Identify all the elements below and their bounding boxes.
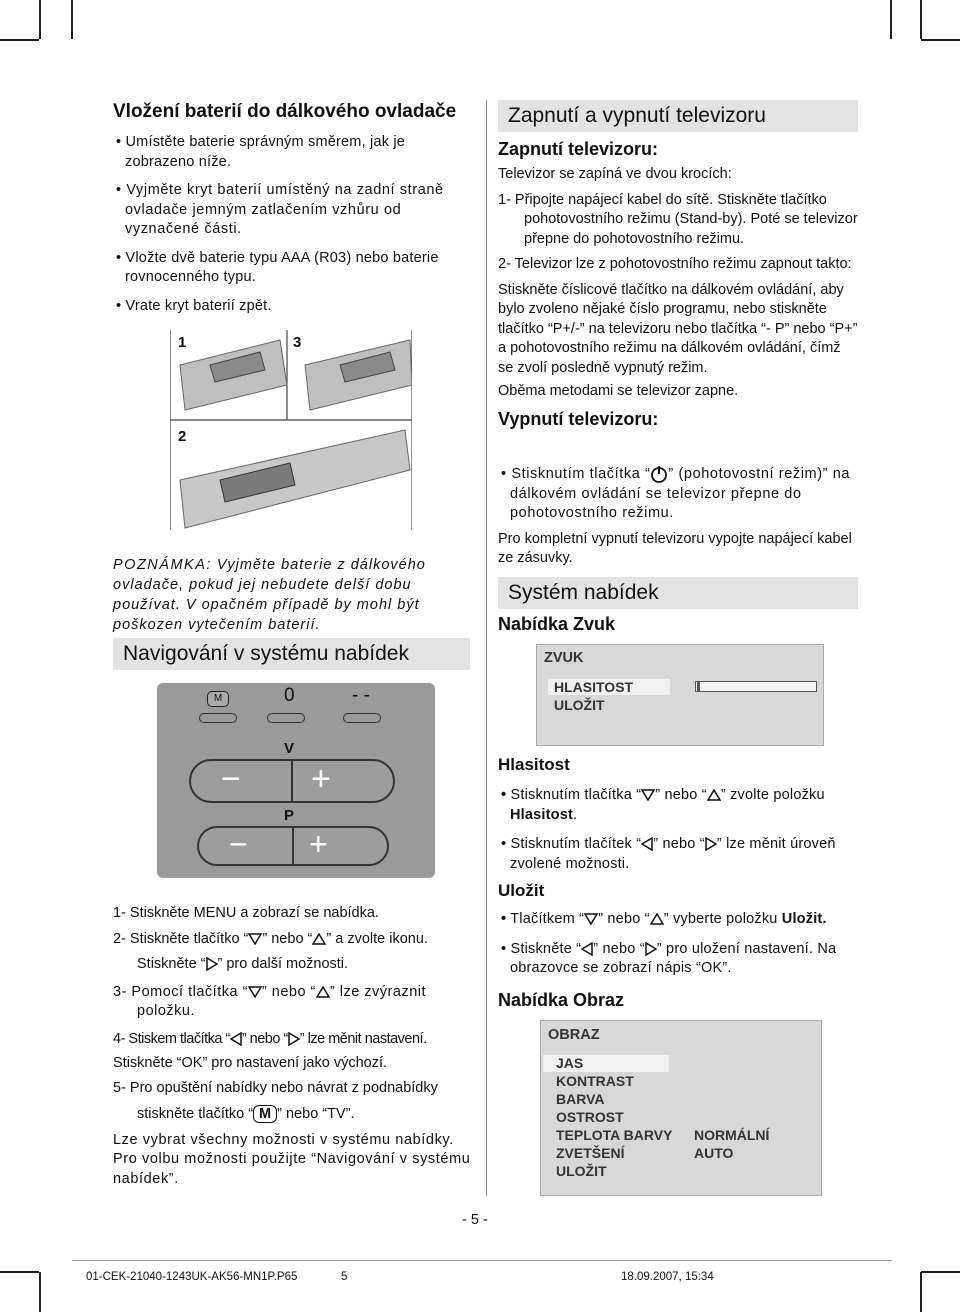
program-rocker <box>197 826 389 866</box>
menu-key <box>207 691 229 707</box>
down-arrow-icon <box>641 789 655 801</box>
remote-control-diagram <box>157 683 435 878</box>
volume-slider-handle <box>697 682 700 691</box>
volume-rocker <box>189 759 395 803</box>
battery-figure <box>170 330 412 530</box>
rocker-divider <box>292 828 294 864</box>
dash-key-label: - - <box>352 685 370 706</box>
power-off-paragraph: Pro kompletní vypnutí televizoru vypojte napájecí kabel ze zásuvky. <box>498 530 852 566</box>
menu-item-save[interactable]: ULOŽIT <box>556 1163 607 1179</box>
battery-item: • Vložte dvě baterie typu AAA (R03) nebo baterie rovnocenného typu. <box>116 249 439 285</box>
left-arrow-icon <box>581 942 593 956</box>
battery-note <box>113 555 475 635</box>
navigation-section <box>113 638 470 670</box>
volume-label: V <box>284 740 295 757</box>
crop-mark <box>920 1272 922 1312</box>
power-on-paragraph: Stiskněte číslicové tlačítko na dálkovém ovládání, aby bylo zvoleno nějaké číslo programu, nebo stiskněte tlačítko “P+/-” na televizoru nebo tlačítka “- P” nebo “P+” a pohotovostního režimu na dálkovém ovládání, čímž se zvolí posledně vypnutý režim. <box>498 281 858 376</box>
step-2-continued: Stiskněte “ ” pro další možnosti. <box>137 956 349 972</box>
menu-item-contrast[interactable]: KONTRAST <box>556 1073 634 1089</box>
power-on-intro: Televizor se zapíná ve dvou krocích: <box>498 166 732 182</box>
crop-mark <box>921 39 960 41</box>
crop-mark <box>921 1271 960 1273</box>
right-column <box>498 100 858 431</box>
note-text: Vyjměte baterie z dálkového ovladače, pokud jej nebudete delší dobu používat. V opačném případě by mohl být poškozen vytečením baterií. <box>113 557 426 633</box>
battery-title: Vložení baterií do dálkového ovladače <box>113 101 457 122</box>
menu-item-brightness[interactable]: JAS <box>556 1055 584 1071</box>
up-arrow-icon <box>707 789 721 801</box>
save-item: • Tlačítkem “ ” nebo “ ” vyberte položku Uložit. <box>501 911 827 927</box>
standby-icon <box>650 465 668 483</box>
power-off-section <box>498 465 858 636</box>
battery-item: • Vrate kryt baterií zpět. <box>116 297 272 314</box>
menu-item-sharpness[interactable]: OSTROST <box>556 1109 624 1125</box>
down-arrow-icon <box>584 913 598 925</box>
key-outline <box>343 713 381 723</box>
menu-item-colour[interactable]: BARVA <box>556 1091 605 1107</box>
step-5-continued: stiskněte tlačítko “ M ” nebo “TV”. <box>137 1106 355 1122</box>
menu-item-zoom[interactable]: ZVETŠENÍ <box>556 1145 625 1161</box>
down-arrow-icon <box>248 986 262 998</box>
step-2: 2- Stiskněte tlačítko “ ” nebo “ ” a zvolte ikonu. <box>113 930 428 947</box>
up-arrow-icon <box>650 913 664 925</box>
program-down-label: − <box>229 826 248 862</box>
step-3: 3- Pomocí tlačítka “ ” nebo “ ” lze zvýraznit položku. <box>113 983 427 1019</box>
power-section-title: Zapnutí a vypnutí televizoru <box>498 100 858 132</box>
menu-system-title: Systém nabídek <box>498 577 858 609</box>
down-arrow-icon <box>248 933 262 945</box>
menu-item-save[interactable]: ULOŽIT <box>554 697 605 713</box>
crop-mark <box>0 39 39 41</box>
navigation-steps <box>113 904 475 1189</box>
program-label: P <box>284 807 295 824</box>
figure-step-label: 1 <box>178 334 187 351</box>
program-up-label: + <box>309 826 328 862</box>
m-key-icon: M <box>253 1105 277 1123</box>
right-arrow-icon <box>206 957 218 971</box>
power-off-title: Vypnutí televizoru: <box>498 408 659 429</box>
volume-item: • Stisknutím tlačítka “ ” nebo “ ” zvolte položku Hlasitost. <box>501 787 825 823</box>
volume-section <box>498 754 858 1012</box>
navigation-title: Navigování v systému nabídek <box>113 638 470 670</box>
zero-key-label: 0 <box>284 685 295 706</box>
power-on-step-1: 1- Připojte napájecí kabel do sítě. Stiskněte tlačítko pohotovostního režimu (Stand-by). Poté se televizor přepne do pohotovostního režimu. <box>498 191 858 247</box>
volume-item: • Stisknutím tlačítek “ ” nebo “ ” lze měnit úroveň zvolené možnosti. <box>501 836 836 872</box>
power-on-step-2: 2- Televizor lze z pohotovostního režimu zapnout takto: <box>498 256 852 272</box>
left-arrow-icon <box>230 1032 242 1046</box>
volume-down-label: − <box>221 760 241 798</box>
note-label: POZNÁMKA: <box>113 557 212 573</box>
sound-menu-screen <box>536 644 824 746</box>
step-4: 4- Stiskem tlačítka “ ” nebo “ ” lze měnit nastavení. <box>113 1030 427 1047</box>
navigation-closing: Lze vybrat všechny možnosti v systému nabídky. Pro volbu možnosti použijte “Navigování v systému nabídek”. <box>113 1131 471 1187</box>
menu-item-colour-temp[interactable]: TEPLOTA BARVY <box>556 1127 673 1143</box>
picture-menu-screen <box>540 1020 822 1196</box>
step-5: 5- Pro opuštění nabídky nebo návrat z podnabídky <box>113 1079 438 1096</box>
power-on-both: Oběma metodami se televizor zapne. <box>498 383 739 399</box>
figure-step-label: 3 <box>293 334 302 351</box>
power-on-title: Zapnutí televizoru: <box>498 139 659 159</box>
colour-temp-value: NORMÁLNÍ <box>694 1127 770 1143</box>
rocker-divider <box>291 761 293 801</box>
footer-rule <box>72 1260 892 1261</box>
volume-title: Hlasitost <box>498 755 570 774</box>
battery-item: • Vyjměte kryt baterií umístěný na zadní straně ovladače jemným zatlačením vzhůru od vyznačené části. <box>116 182 444 237</box>
save-item: • Stiskněte “ ” nebo “ ” pro uložení nastavení. Na obrazovce se zobrazí nápis “OK”. <box>501 940 837 976</box>
right-arrow-icon <box>645 942 657 956</box>
left-column <box>113 100 473 316</box>
figure-step-label: 2 <box>178 428 187 445</box>
crop-mark <box>920 0 922 39</box>
up-arrow-icon <box>312 933 326 945</box>
key-outline <box>199 713 237 723</box>
crop-mark <box>39 1272 41 1312</box>
crop-mark <box>0 1271 39 1273</box>
remote-battery-illustration <box>170 330 412 530</box>
power-off-item: • Stisknutím tlačítka “ ” (pohotovostní režim)” na dálkovém ovládání se televizor přepne do pohotovostního režimu. <box>501 466 851 521</box>
footer-page: 5 <box>341 1271 348 1283</box>
sound-menu-header: ZVUK <box>544 650 584 666</box>
up-arrow-icon <box>316 986 330 998</box>
left-arrow-icon <box>641 837 653 851</box>
key-outline <box>267 713 305 723</box>
volume-up-label: + <box>311 760 331 798</box>
page-number: - 5 - <box>462 1212 488 1228</box>
step-4-continued: Stiskněte “OK” pro nastavení jako výchozí. <box>113 1055 388 1071</box>
picture-menu-header: OBRAZ <box>548 1027 600 1043</box>
save-title: Uložit <box>498 881 545 900</box>
right-arrow-icon <box>288 1032 300 1046</box>
right-arrow-icon <box>705 837 717 851</box>
crop-mark <box>890 0 892 39</box>
battery-item: • Umístěte baterie správným směrem, jak je zobrazeno níže. <box>116 134 406 170</box>
footer-date: 18.09.2007, 15:34 <box>621 1271 714 1283</box>
menu-item-volume[interactable]: HLASITOST <box>554 679 634 695</box>
crop-mark <box>71 0 73 39</box>
zoom-value: AUTO <box>694 1145 734 1161</box>
picture-menu-title: Nabídka Obraz <box>498 989 625 1010</box>
crop-mark <box>39 0 41 39</box>
sound-menu-title: Nabídka Zvuk <box>498 613 616 634</box>
menu-key-label: M <box>213 693 223 704</box>
volume-slider[interactable] <box>695 681 817 692</box>
column-divider <box>486 100 487 1196</box>
footer-file: 01-CEK-21040-1243UK-AK56-MN1P.P65 <box>86 1271 298 1283</box>
step-1: 1- Stiskněte MENU a zobrazí se nabídka. <box>113 905 379 921</box>
